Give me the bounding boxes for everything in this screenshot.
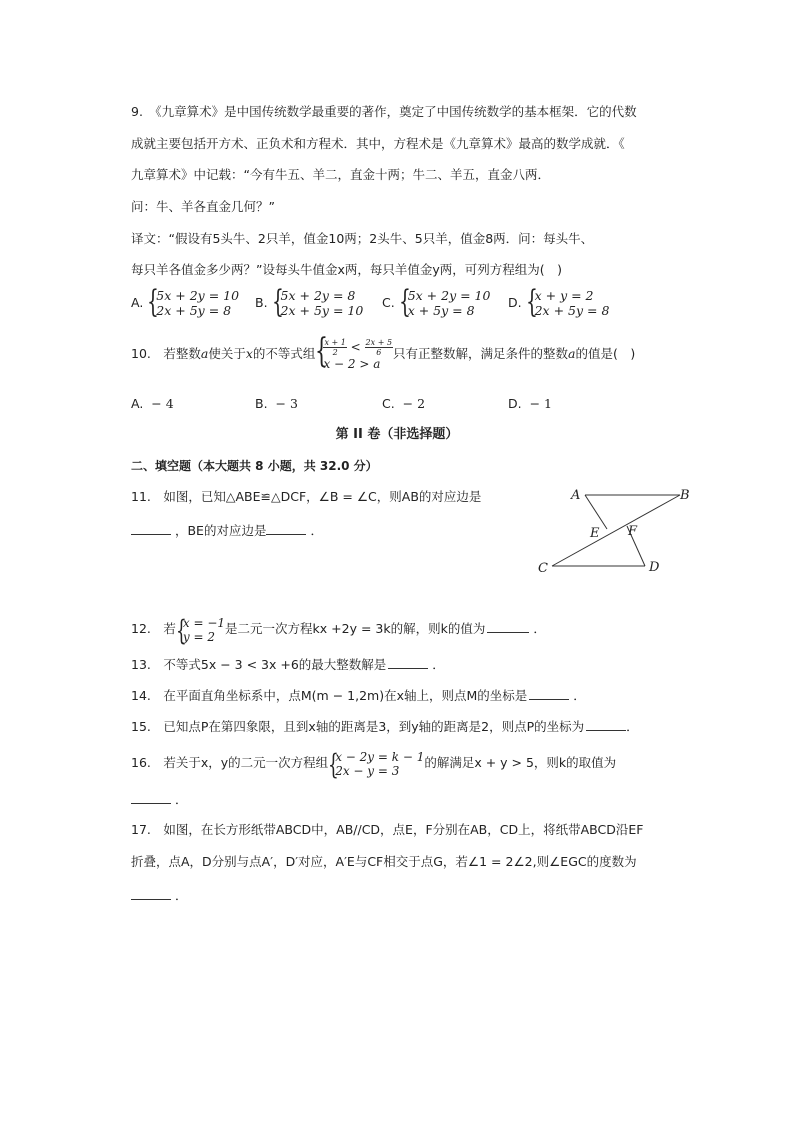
- label-e: E: [590, 526, 600, 541]
- section2-header: 二、填空题（本大题共 8 小题，共 32.0 分）: [131, 459, 378, 473]
- q17-line2: 折叠，点A，D分别与点A′，D′对应，A′E与CF相交于点G，若∠1 = 2∠2,则∠EGC的度数为: [131, 854, 637, 869]
- section-title: 第 II 卷（非选择题）: [335, 427, 459, 442]
- q15: 15. 已知点P在第四象限，且到x轴的距离是3，到y轴的距离是2，则点P的坐标为 ．: [131, 719, 639, 734]
- solution-system: { x = −1 y = 2: [175, 613, 226, 647]
- q9-option-c[interactable]: [382, 284, 491, 320]
- equation-system: { 5x + 2y = 10 2x + 5y = 8: [147, 284, 240, 320]
- option-label: B.: [255, 295, 268, 310]
- q17-answer-line: ．: [131, 887, 188, 904]
- q10-option-c[interactable]: C. − 2: [382, 396, 426, 411]
- q9-line1: 9. 《九章算术》是中国传统数学最重要的著作，奠定了中国传统数学的基本框架．它的代数: [131, 104, 637, 119]
- option-label: A.: [131, 295, 144, 310]
- option-label: C.: [382, 295, 395, 310]
- q9-option-a[interactable]: [131, 284, 240, 320]
- inequality-system: { $\frac{x + 1}{2}$ < $\frac{2x + 5}{6}$ x − 2 > a: [315, 331, 393, 371]
- segment-ae: [585, 495, 607, 529]
- answer-blank[interactable]: [131, 522, 171, 535]
- label-f: F: [628, 524, 638, 539]
- q11-figure: [530, 482, 700, 580]
- segment-bc: [552, 495, 680, 566]
- q10-option-a[interactable]: A. − 4: [131, 396, 174, 411]
- q9-line2: 成就主要包括开方术、正负术和方程术．其中，方程术是《九章算术》最高的数学成就．《: [131, 136, 625, 151]
- q9-option-d[interactable]: [508, 284, 610, 320]
- q9-line4: 问：牛、羊各直金几何？”: [131, 199, 275, 214]
- q9-line5: 译文：“假设有5头牛、2只羊，值金10两；2头牛、5只羊，值金8两．问：每头牛、: [131, 231, 594, 246]
- equation-system: { x − 2y = k − 1 2x − y = 3: [328, 747, 425, 781]
- equation-system: { x + y = 2 2x + 5y = 8: [525, 284, 610, 320]
- answer-blank[interactable]: [529, 687, 569, 700]
- q11-line2: ，BE的对应边是 ．: [131, 522, 323, 539]
- label-a: A: [571, 488, 581, 503]
- answer-blank[interactable]: [586, 718, 626, 731]
- q11-line1: 11. 如图，已知△ABE≌△DCF，∠B = ∠C，则AB的对应边是: [131, 489, 482, 504]
- answer-blank[interactable]: [388, 656, 428, 669]
- label-d: D: [649, 560, 660, 575]
- q10-stem: 10. 若整数a使关于x的不等式组 { $\frac{x + 1}{2}$ < $\frac{2x + 5}{6}$ x − 2 > a 只有正整数解，满足条件的整数a的值是( ): [131, 331, 636, 371]
- q10-option-d[interactable]: D. − 1: [508, 396, 552, 411]
- q10-option-b[interactable]: B. − 3: [255, 396, 298, 411]
- answer-blank[interactable]: [131, 887, 171, 900]
- option-label: D.: [508, 295, 522, 310]
- q9-line3: 九章算术》中记载：“今有牛五、羊二，直金十两；牛二、羊五，直金八两．: [131, 167, 550, 182]
- answer-blank[interactable]: [131, 791, 171, 804]
- q16: 16. 若关于x，y的二元一次方程组 { x − 2y = k − 1 2x − y = 3 的解满足x + y > 5，则k的取值为: [131, 747, 617, 781]
- equation-system: { 5x + 2y = 10 x + 5y = 8: [398, 284, 491, 320]
- equation-system: { 5x + 2y = 8 2x + 5y = 10: [271, 284, 364, 320]
- q14: 14. 在平面直角坐标系中，点M(m − 1,2m)在x轴上，则点M的坐标是 ．: [131, 688, 586, 703]
- q17-line1: 17. 如图，在长方形纸带ABCD中，AB//CD，点E，F分别在AB，CD上，将纸带ABCD沿EF: [131, 822, 644, 837]
- q12: 12. 若 { x = −1 y = 2 是二元一次方程kx +2y = 3k的解，则k的值为 ．: [131, 613, 546, 647]
- answer-blank[interactable]: [487, 620, 529, 633]
- q13: 13. 不等式5x − 3 < 3x +6的最大整数解是 ．: [131, 657, 445, 672]
- label-b: B: [680, 488, 690, 503]
- label-c: C: [538, 561, 548, 576]
- q9-option-b[interactable]: [255, 284, 364, 320]
- answer-blank[interactable]: [266, 522, 306, 535]
- q9-line6: 每只羊各值金多少两？”设每头牛值金x两，每只羊值金y两，可列方程组为( ): [131, 262, 563, 277]
- q16-answer-line: ．: [131, 791, 188, 808]
